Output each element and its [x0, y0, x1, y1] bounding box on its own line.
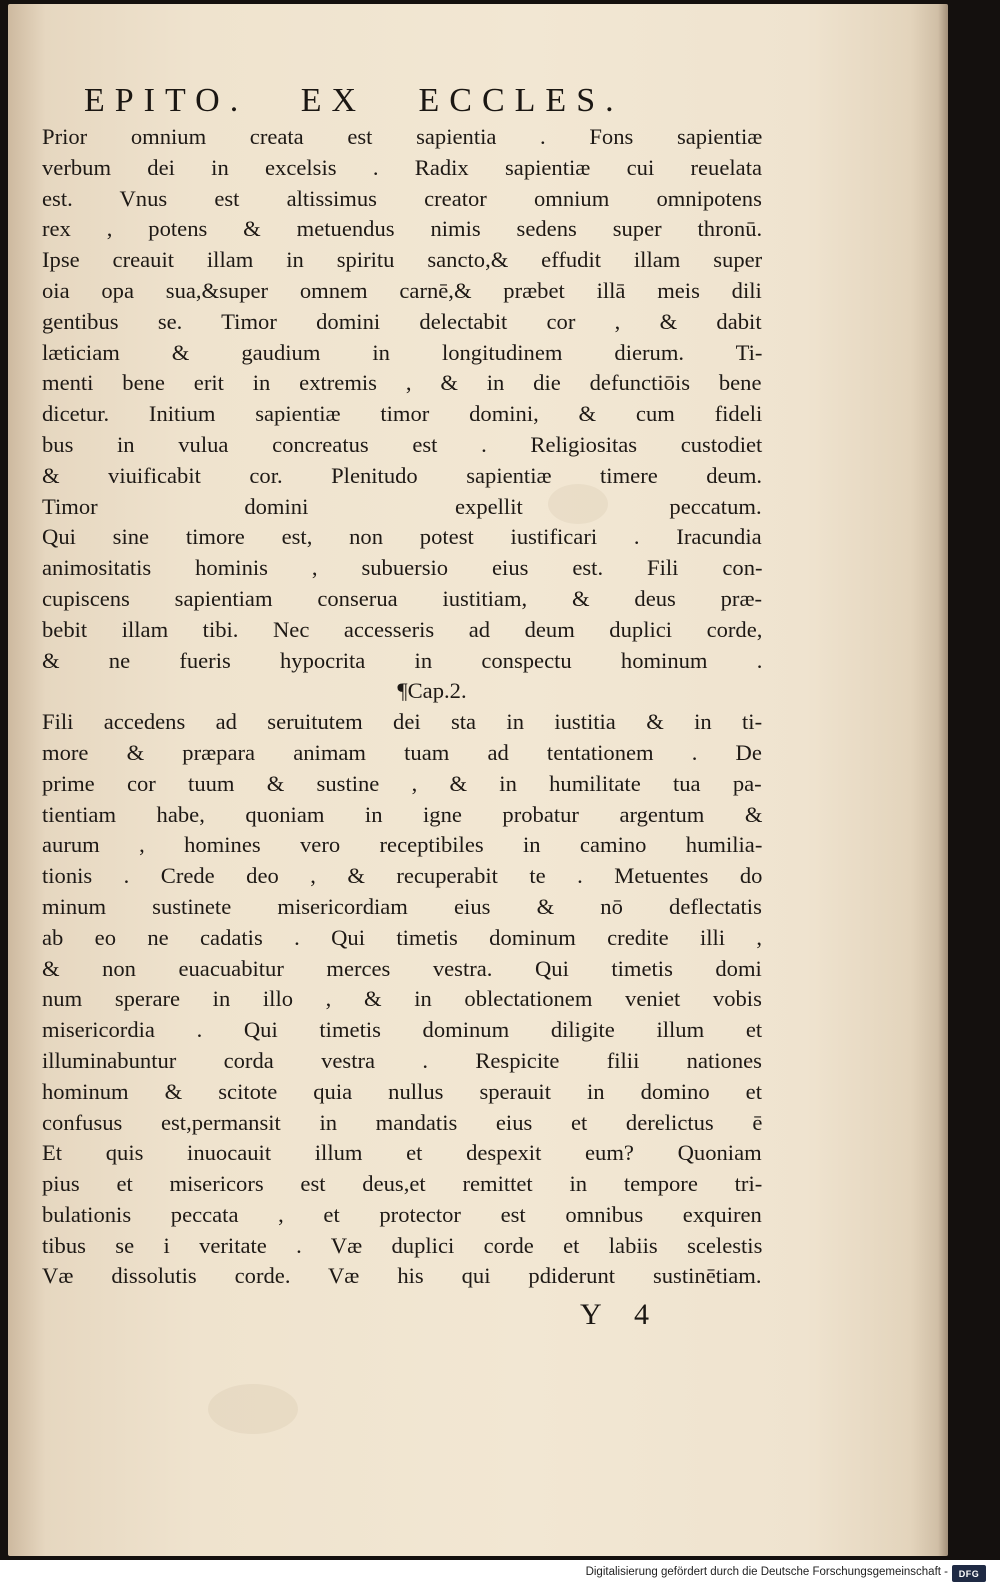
- text-line: tibus se i veritate . Væ duplici corde et labiis scelestis: [42, 1232, 763, 1258]
- page-text: [42, 122, 762, 1292]
- text-line: bulationis peccata , et protector est omnibus exquiren: [42, 1201, 762, 1227]
- text-line: dicetur. Initium sapientiæ timor domini, & cum fideli: [42, 401, 763, 427]
- text-line: oia opa sua,&super omnem carnē,& præbet illā meis dili: [42, 277, 762, 303]
- text-line: Timor domini expellit peccatum.: [42, 493, 762, 519]
- text-line: bus in vulua concreatus est . Religiositas custodiet: [42, 431, 763, 457]
- text-line: est. Vnus est altissimus creator omnium omnipotens: [42, 185, 762, 211]
- chapter-heading: ¶Cap.2.: [397, 678, 467, 704]
- text-line: menti bene erit in extremis , & in die defunctiōis bene: [42, 370, 762, 396]
- text-line: prime cor tuum & sustine , & in humilitate tua pa-: [42, 770, 762, 796]
- text-line: Et quis inuocauit illum et despexit eum? Quoniam: [42, 1140, 762, 1166]
- text-line: hominum & scitote quia nullus sperauit in domino et: [42, 1078, 762, 1104]
- paragraph-before-chapter: [42, 122, 762, 676]
- text-line: gentibus se. Timor domini delectabit cor , & dabit: [42, 308, 762, 334]
- text-line: more & præpara animam tuam ad tentationem . De: [42, 739, 762, 765]
- text-line: Prior omnium creata est sapientia . Fons sapientiæ: [42, 124, 763, 149]
- text-line: pius et misericors est deus,et remittet in tempore tri-: [42, 1171, 763, 1197]
- text-line: læticiam & gaudium in longitudinem dierum. Ti-: [42, 339, 763, 365]
- page-edge-shadow: [938, 4, 948, 1556]
- text-line: tionis . Crede deo , & recuperabit te . Metuentes do: [42, 863, 763, 889]
- text-line: Qui sine timore est, non potest iustificari . Iracundia: [42, 524, 762, 550]
- text-line: confusus est,permansit in mandatis eius et derelictus ē: [42, 1109, 763, 1135]
- text-line: Fili accedens ad seruitutem dei sta in iustitia & in ti-: [42, 709, 763, 735]
- chapter-2-text: [42, 707, 762, 1292]
- text-line: & ne fueris hypocrita in conspectu hominum .: [42, 647, 763, 673]
- text-line: tientiam habe, quoniam in igne probatur argentum &: [42, 801, 763, 827]
- signature-mark: Y 4: [580, 1298, 650, 1331]
- text-line: aurum , homines vero receptibiles in camino humilia-: [42, 832, 763, 858]
- dfg-logo: DFG: [952, 1565, 986, 1582]
- paper-stain: [208, 1384, 298, 1434]
- digitization-credit: Digitalisierung gefördert durch die Deutsche Forschungsgemeinschaft -: [585, 1566, 948, 1578]
- text-line: & non euacuabitur merces vestra. Qui timetis domi: [42, 955, 762, 981]
- text-line: animositatis hominis , subuersio eius est. Fili con-: [42, 555, 763, 581]
- text-line: num sperare in illo , & in oblectationem veniet vobis: [42, 986, 762, 1012]
- text-line: Ipse creauit illam in spiritu sancto,& effudit illam super: [42, 247, 763, 273]
- text-line: illuminabuntur corda vestra . Respicite filii nationes: [42, 1047, 762, 1073]
- text-line: ab eo ne cadatis . Qui timetis dominum credite illi ,: [42, 924, 763, 950]
- text-line: & viuificabit cor. Plenitudo sapientiæ timere deum.: [42, 462, 763, 488]
- text-line: minum sustinete misericordiam eius & nō deflectatis: [42, 893, 762, 919]
- text-line: cupiscens sapientiam conserua iustitiam, & deus præ-: [42, 585, 763, 611]
- text-line: verbum dei in excelsis . Radix sapientiæ cui reuelata: [42, 154, 762, 180]
- text-line: bebit illam tibi. Nec accesseris ad deum duplici corde,: [42, 616, 763, 642]
- text-line: misericordia . Qui timetis dominum diligite illum et: [42, 1017, 763, 1043]
- running-head: EPITO. EX ECCLES.: [84, 82, 624, 119]
- text-line: rex , potens & metuendus nimis sedens super thronū.: [42, 216, 763, 242]
- text-line: Væ dissolutis corde. Væ his qui pdiderunt sustinētiam.: [42, 1263, 762, 1289]
